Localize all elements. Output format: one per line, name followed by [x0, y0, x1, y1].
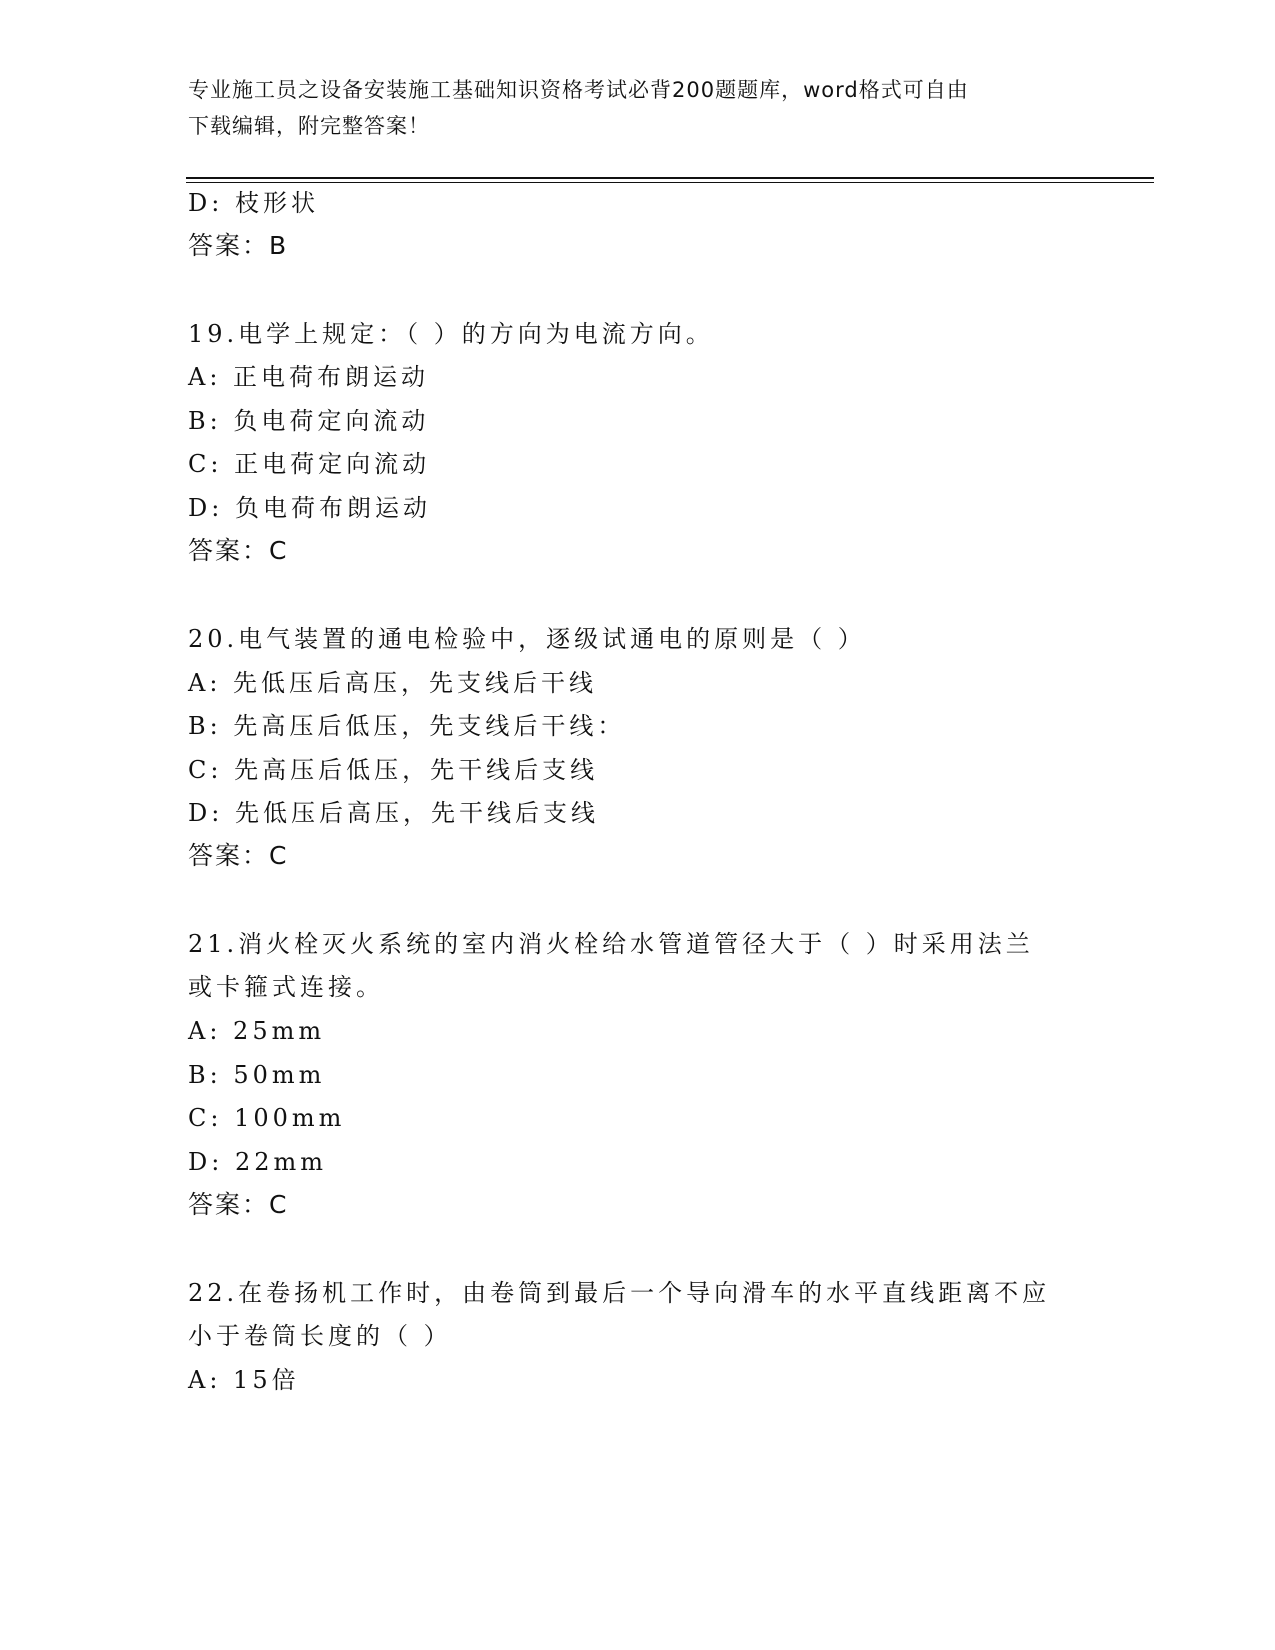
question-21-stem-line-2: 或卡箍式连接。 — [188, 973, 384, 1001]
question-19-option-a: A: 正电荷布朗运动 — [188, 363, 430, 391]
header-divider-thick — [186, 177, 1154, 179]
question-19-option-b: B: 负电荷定向流动 — [188, 407, 430, 435]
prev-answer: 答案：B — [188, 231, 289, 260]
question-21-option-d: D: 22mm — [188, 1148, 328, 1176]
question-20-option-d: D: 先低压后高压，先干线后支线 — [188, 799, 599, 827]
question-21-option-c: C: 100mm — [188, 1104, 346, 1132]
question-22-stem-line-2: 小于卷筒长度的（ ） — [188, 1322, 452, 1350]
question-19-option-c: C: 正电荷定向流动 — [188, 450, 431, 478]
prev-option-d: D: 枝形状 — [188, 189, 319, 217]
question-20-option-c: C: 先高压后低压，先干线后支线 — [188, 756, 599, 784]
question-20-option-a: A: 先低压后高压，先支线后干线 — [188, 669, 598, 697]
question-19-option-d: D: 负电荷布朗运动 — [188, 494, 431, 522]
document-header — [188, 72, 1088, 144]
question-22-option-a: A: 15倍 — [188, 1366, 300, 1394]
question-19-answer: 答案：C — [188, 536, 289, 565]
question-21-answer: 答案：C — [188, 1190, 289, 1219]
header-title-line-1: 专业施工员之设备安装施工基础知识资格考试必背200题题库，word格式可自由 — [188, 78, 969, 102]
header-divider-thin — [186, 182, 1154, 183]
question-20-option-b: B: 先高压后低压，先支线后干线： — [188, 712, 626, 740]
question-21-option-a: A: 25mm — [188, 1017, 326, 1045]
question-20-stem: 20.电气装置的通电检验中，逐级试通电的原则是（ ） — [188, 625, 866, 653]
question-22-stem-line-1: 22.在卷扬机工作时，由卷筒到最后一个导向滑车的水平直线距离不应 — [188, 1279, 1051, 1307]
question-20-answer: 答案：C — [188, 841, 289, 870]
question-19-stem: 19.电学上规定：（ ）的方向为电流方向。 — [188, 320, 714, 348]
question-21-stem-line-1: 21.消火栓灭火系统的室内消火栓给水管道管径大于（ ）时采用法兰 — [188, 930, 1034, 958]
question-21-option-b: B: 50mm — [188, 1061, 326, 1089]
header-title-line-2: 下载编辑，附完整答案！ — [188, 114, 430, 138]
